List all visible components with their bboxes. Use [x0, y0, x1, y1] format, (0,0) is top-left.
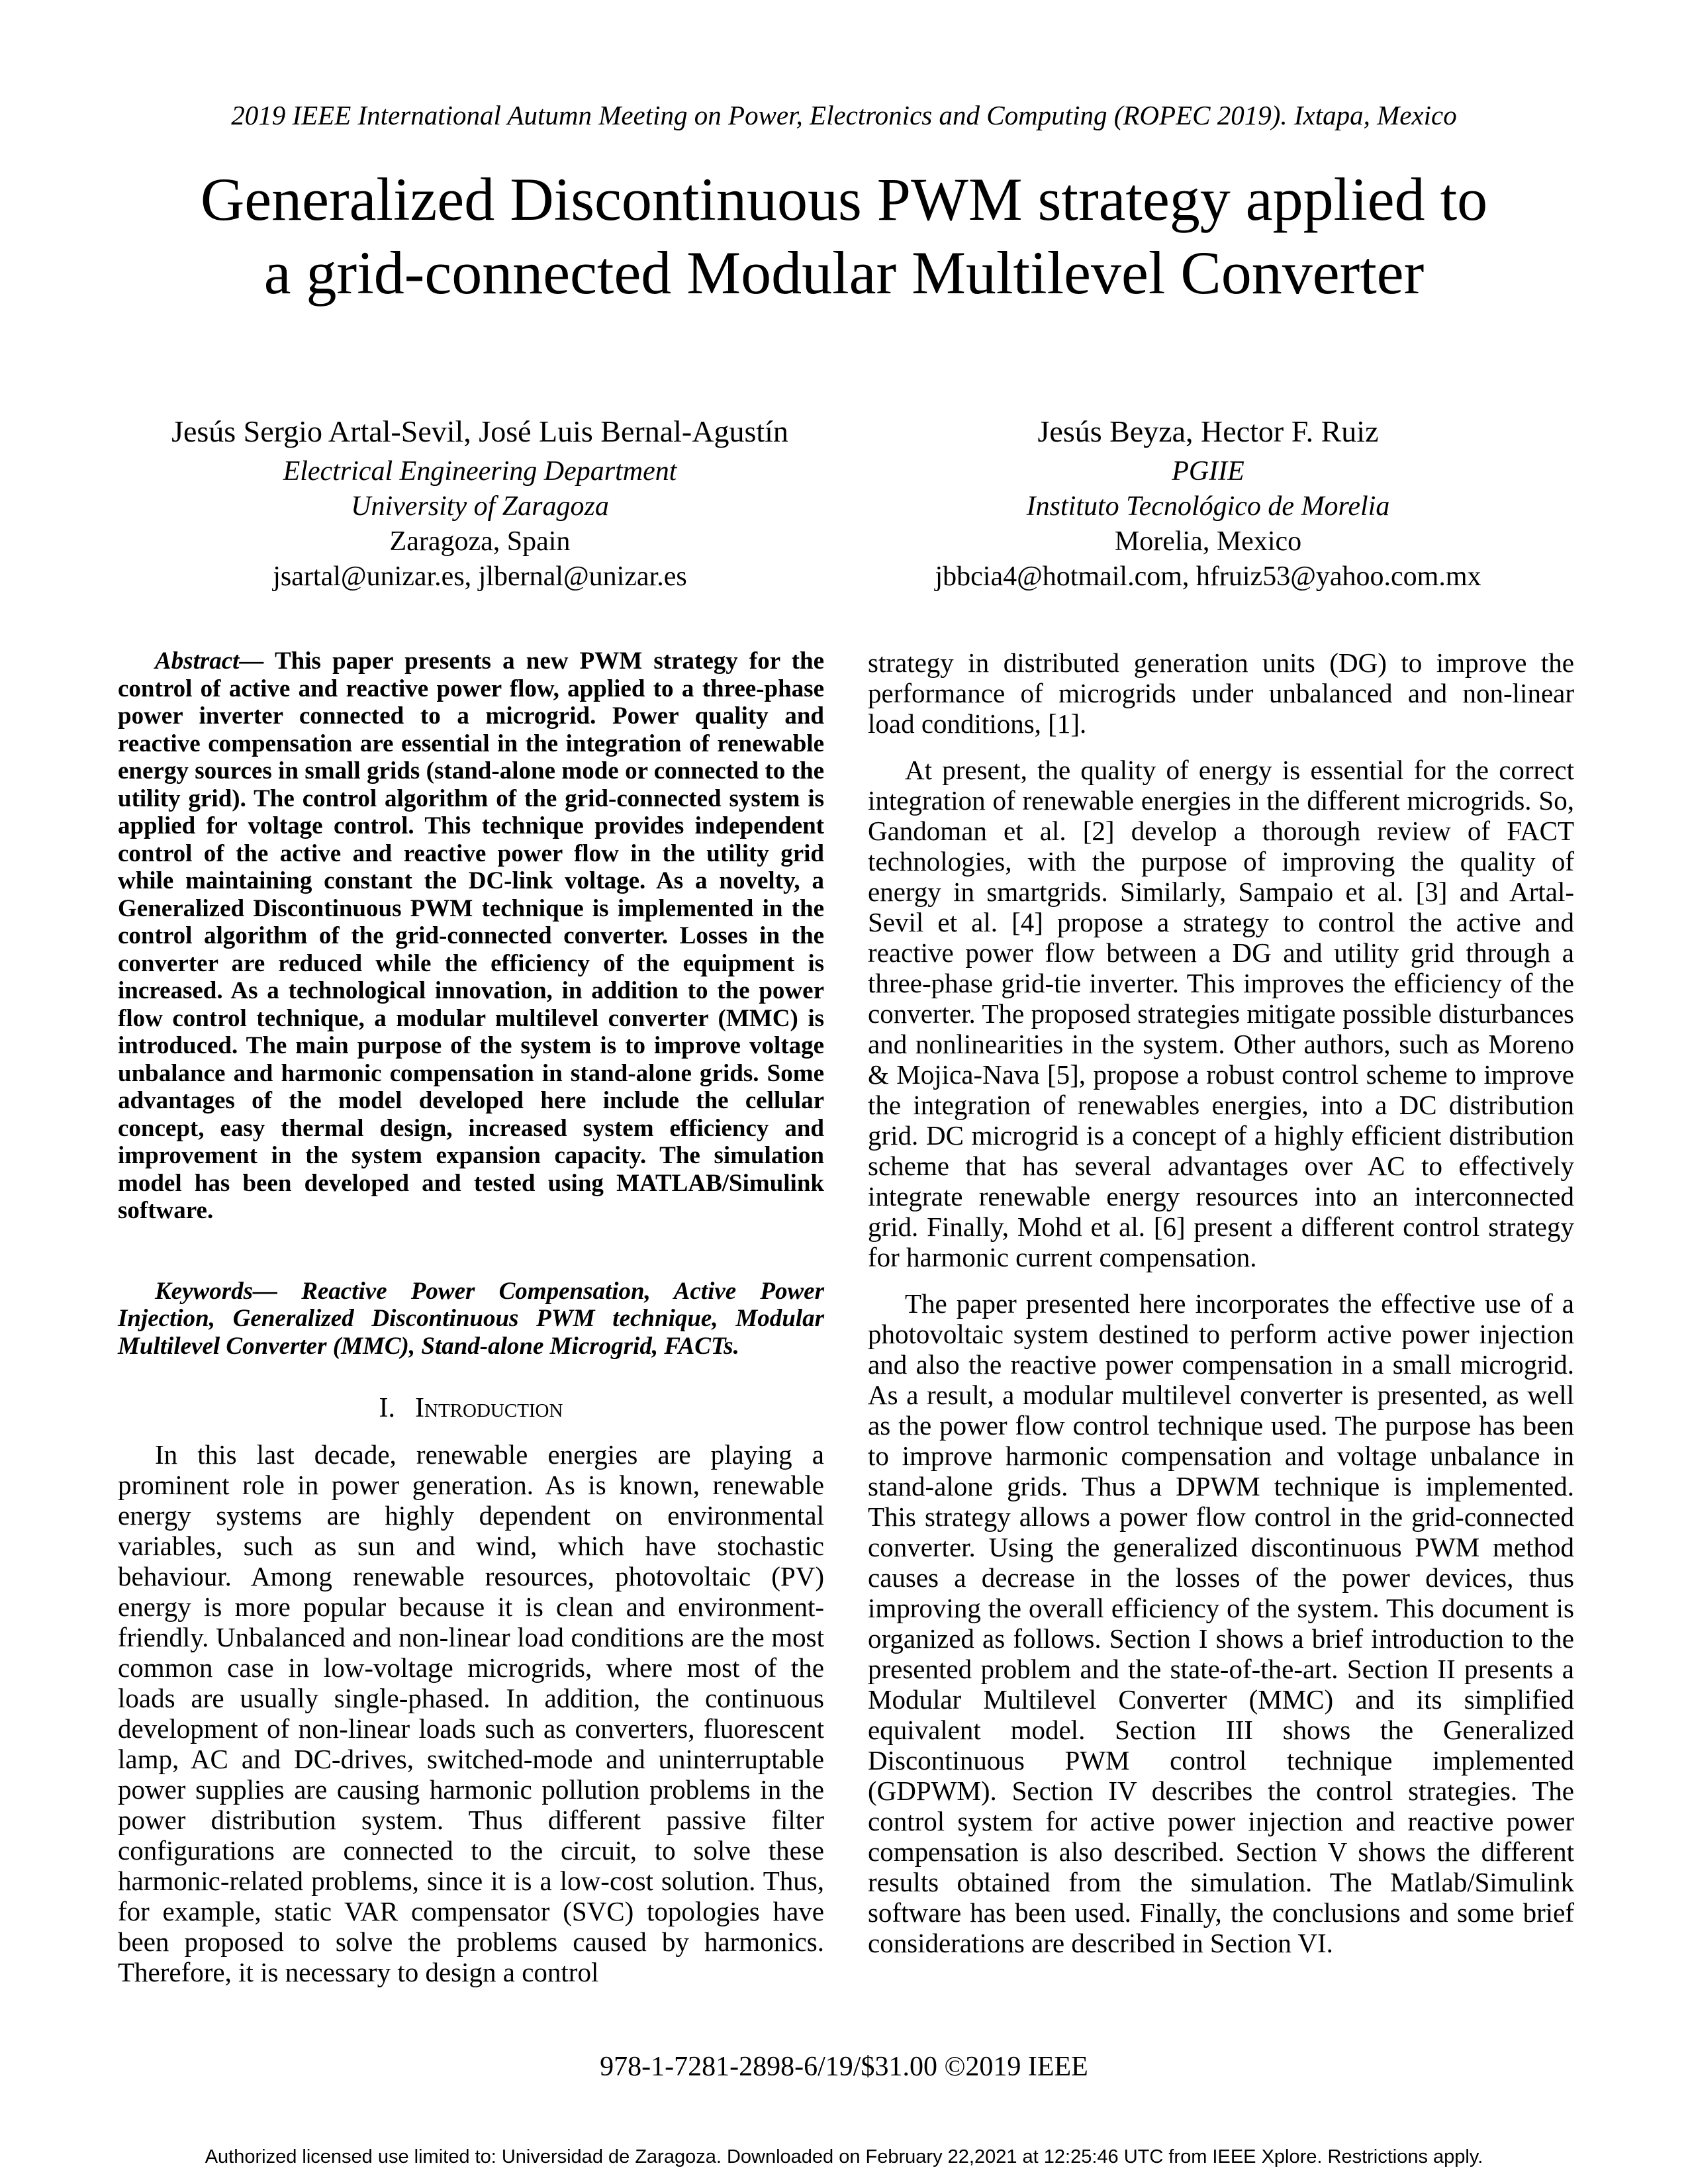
keywords-text: Reactive Power Compensation, Active Power Injection, Generalized Discontinuous PWM technique, Modular Multilevel Converter (MMC), Stand-alone Microgrid, FACTs.	[118, 1277, 824, 1360]
intro-paragraph-1-continued: strategy in distributed generation units (DG) to improve the performance of microgrids under unbalanced and non-linear load conditions, [1].	[868, 647, 1574, 739]
authors-row	[116, 413, 1572, 594]
abstract-text: This paper presents a new PWM strategy for the control of active and reactive power flow, applied to a three-phase power inverter connected to a microgrid. Power quality and reactive compensation are essential in the integration of renewable energy sources in small grids (stand-alone mode or connected to the utility grid). The control algorithm of the grid-connected system is applied for voltage control. This technique provides independent control of the active and reactive power flow in the utility grid while maintaining constant the DC-link voltage. As a novelty, a Generalized Discontinuous PWM technique is implemented in the control algorithm of the grid-connected converter. Losses in the converter are reduced while the efficiency of the equipment is increased. As a technological innovation, in addition to the power flow control technique, a modular multilevel converter (MMC) is introduced. The main purpose of the system is to improve voltage unbalance and harmonic compensation in stand-alone grids. Some advantages of the model developed here include the cellular concept, easy thermal design, increased system efficiency and improvement in the system expansion capacity. The simulation model has been developed and tested using MATLAB/Simulink software.	[118, 647, 824, 1224]
author-department: PGIIE	[1172, 456, 1244, 487]
intro-paragraph-2: At present, the quality of energy is essential for the correct integration of renewable energies in the different microgrids. So, Gandoman et al. [2] develop a thorough review of FACT technologies, with the purpose of improving the quality of energy in smartgrids. Similarly, Sampaio et al. [3] and Artal-Sevil et al. [4] propose a strategy to control the active and reactive power flow between a DG and utility grid through a three-phase grid-tie inverter. This improves the efficiency of the converter. The proposed strategies mitigate possible disturbances and nonlinearities in the system. Other authors, such as Moreno & Mojica-Nava [5], propose a robust control scheme to improve the integration of renewables energies, into a DC distribution grid. DC microgrid is a concept of a highly efficient distribution scheme that has several advantages over AC to effectively integrate renewable energy resources into an interconnected grid. Finally, Mohd et al. [6] present a different control strategy for harmonic current compensation.	[868, 755, 1574, 1272]
author-institution: University of Zaragoza	[351, 491, 609, 522]
author-names: Jesús Beyza, Hector F. Ruiz	[1037, 414, 1379, 448]
section-title: Introduction	[415, 1393, 563, 1423]
author-emails: jbbcia4@hotmail.com, hfruiz53@yahoo.com.mx	[935, 561, 1481, 592]
keywords-paragraph	[118, 1278, 824, 1360]
paper-title	[0, 163, 1688, 310]
intro-paragraph-1: In this last decade, renewable energies are playing a prominent role in power generation. As is known, renewable energy systems are highly dependent on environmental variables, such as sun and wind, which have stochastic behaviour. Among renewable resources, photovoltaic (PV) energy is more popular because it is clean and environment-friendly. Unbalanced and non-linear load conditions are the most common case in low-voltage microgrids, where most of the loads are usually single-phased. In addition, the continuous development of non-linear loads such as converters, fluorescent lamp, AC and DC-drives, switched-mode and uninterruptable power supplies are causing harmonic pollution problems in the power distribution system. Thus different passive filter configurations are connected to the circuit, to solve these harmonic-related problems, since it is a low-cost solution. Thus, for example, static VAR compensator (SVC) topologies have been proposed to solve the problems caused by harmonics. Therefore, it is necessary to design a control	[118, 1439, 824, 1987]
paper-title-line-1: Generalized Discontinuous PWM strategy applied to	[200, 166, 1488, 233]
column-left	[118, 647, 824, 1987]
author-names: Jesús Sergio Artal-Sevil, José Luis Bernal-Agustín	[171, 414, 788, 448]
section-number: I.	[379, 1393, 396, 1423]
author-location: Zaragoza, Spain	[389, 526, 571, 557]
section-heading-introduction	[118, 1392, 824, 1425]
paper-title-line-2: a grid-connected Modular Multilevel Converter	[263, 239, 1425, 307]
conference-header: 2019 IEEE International Autumn Meeting on Power, Electronics and Computing (ROPEC 2019). Ixtapa, Mexico	[231, 100, 1457, 130]
copyright-line: 978-1-7281-2898-6/19/$31.00 ©2019 IEEE	[600, 2052, 1088, 2082]
author-location: Morelia, Mexico	[1114, 526, 1302, 557]
column-right	[868, 647, 1574, 1987]
license-footer: Authorized licensed use limited to: Universidad de Zaragoza. Downloaded on February 22,2021 at 12:25:46 UTC from IEEE Xplore. Restrictions apply.	[205, 2146, 1483, 2167]
author-block-left	[116, 413, 844, 594]
abstract-label: Abstract—	[155, 647, 264, 675]
abstract-paragraph	[118, 647, 824, 1225]
intro-paragraph-3: The paper presented here incorporates the effective use of a photovoltaic system destined to perform active power injection and also the reactive power compensation in a small microgrid. As a result, a modular multilevel converter is presented, as well as the power flow control technique used. The purpose has been to improve harmonic compensation and voltage unbalance in stand-alone grids. Thus a DPWM technique is implemented. This strategy allows a power flow control in the grid-connected converter. Using the generalized discontinuous PWM method causes a decrease in the losses of the power devices, thus improving the overall efficiency of the system. This document is organized as follows. Section I shows a brief introduction to the presented problem and the state-of-the-art. Section II presents a Modular Multilevel Converter (MMC) and its simplified equivalent model. Section III shows the Generalized Discontinuous PWM control technique implemented (GDPWM). Section IV describes the control strategies. The control system for active power injection and reactive power compensation is also described. Section V shows the different results obtained from the simulation. The Matlab/Simulink software has been used. Finally, the conclusions and some brief considerations are described in Section VI.	[868, 1288, 1574, 1958]
author-department: Electrical Engineering Department	[283, 456, 677, 487]
author-institution: Instituto Tecnológico de Morelia	[1026, 491, 1390, 522]
body-columns	[118, 647, 1574, 1987]
author-block-right	[844, 413, 1572, 594]
author-emails: jsartal@unizar.es, jlbernal@unizar.es	[273, 561, 687, 592]
keywords-label: Keywords—	[155, 1277, 277, 1305]
